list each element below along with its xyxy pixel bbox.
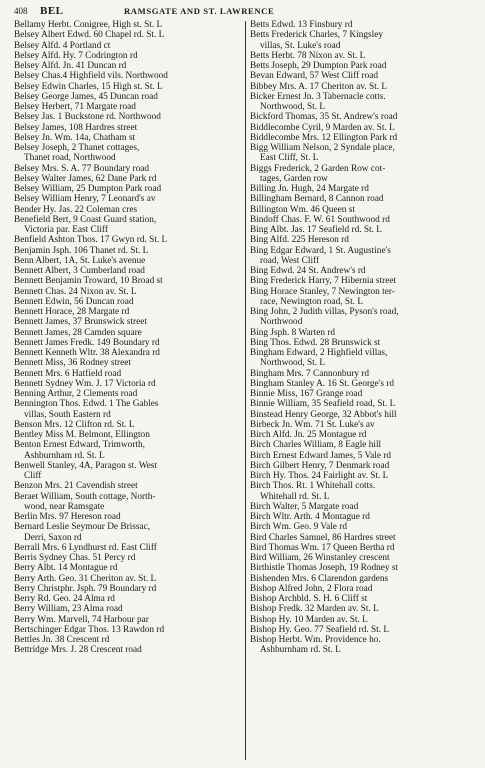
entry-line: Birthistle Thomas Joseph, 19 Rodney st	[250, 563, 399, 574]
directory-entry	[14, 399, 241, 420]
entry-continuation: Ashburnham rd. St. L	[260, 645, 341, 656]
directory-entry	[14, 20, 241, 30]
directory-entry	[250, 410, 477, 420]
directory-entry	[14, 553, 241, 563]
entry-line: Bentley Miss M. Belmont, Ellington	[14, 430, 150, 440]
entry-line: Belsey Herbert, 71 Margate road	[14, 102, 136, 112]
directory-entry	[14, 358, 241, 368]
entry-line: Bishop Hy. Geo. 77 Seafield rd. St. L	[250, 624, 390, 635]
directory-entry	[250, 604, 477, 614]
entry-line: Birch Gilbert Henry, 7 Denmark road	[250, 460, 390, 471]
entry-line: Benefield Bert, 9 Coast Guard station,	[14, 214, 157, 225]
entry-line: Bennett Horace, 28 Margate rd	[14, 307, 130, 317]
entry-line: Berlin Mrs. 97 Hereson road	[14, 512, 121, 522]
entry-continuation: Northwood	[260, 317, 303, 328]
page-header	[14, 6, 477, 20]
entry-line: Bishop Herbt. Wm. Providence ho.	[250, 635, 381, 645]
directory-entry	[14, 615, 241, 625]
directory-entry	[250, 184, 477, 194]
entry-line: Berris Sydney Chas. 51 Percy rd	[14, 553, 136, 563]
entry-continuation: Victoria par. East Cliff	[24, 225, 108, 235]
directory-entry	[14, 215, 241, 236]
entry-line: Bishenden Mrs. 6 Clarendon gardens	[250, 573, 389, 584]
directory-entry	[250, 287, 477, 308]
entry-line: Belsey William, 25 Dumpton Park road	[14, 184, 162, 194]
directory-entry	[250, 625, 477, 635]
directory-entry	[14, 635, 241, 645]
entry-line: Bird Charles Samuel, 86 Hardres street	[250, 532, 396, 543]
entry-line: Beraet William, South cottage, North-	[14, 491, 156, 502]
entry-continuation: wood, near Ramsgate	[24, 501, 105, 512]
directory-entry	[250, 92, 477, 113]
entry-line: Bettridge Mrs. J. 28 Crescent road	[14, 645, 142, 656]
directory-entry	[250, 379, 477, 389]
directory-entry	[250, 594, 477, 604]
directory-entry	[14, 430, 241, 440]
directory-entry	[250, 369, 477, 379]
entry-line: Benson Mrs. 12 Clifton rd. St. L	[14, 419, 135, 430]
directory-entry	[14, 307, 241, 317]
entry-line: Bishop Alfred John, 2 Flora road	[250, 583, 373, 594]
directory-entry	[250, 82, 477, 92]
directory-entry	[14, 266, 241, 276]
directory-entry	[250, 61, 477, 71]
entry-line: Berry Wm. Marvell, 74 Harbour par	[14, 614, 149, 625]
directory-entry	[250, 30, 477, 51]
entry-line: Benning Arthur, 2 Clements road	[14, 389, 138, 399]
entry-line: Belsey Alfd. Jn. 41 Duncan rd	[14, 61, 127, 71]
entry-line: Berry Rd. Geo. 24 Alma rd	[14, 594, 115, 604]
entry-line: Bennett James, 28 Camden square	[14, 327, 142, 338]
directory-entry	[250, 123, 477, 133]
entry-line: Berry Arth. Geo. 31 Cheriton av. St. L	[14, 573, 157, 584]
entry-line: Belsey Jas. 1 Buckstone rd. Northwood	[14, 112, 161, 123]
directory-entry	[250, 471, 477, 481]
directory-entry	[14, 584, 241, 594]
entry-continuation: Whitehall rd. St. L	[260, 491, 330, 502]
entry-line: Bingham Edward, 2 Highfield villas,	[250, 348, 388, 358]
entry-line: Belsey Edwin Charles, 15 High st. St. L	[14, 81, 163, 92]
directory-entry	[250, 112, 477, 122]
directory-entry	[14, 440, 241, 461]
entry-line: Benton Ernest Edward, Trimworth,	[14, 440, 145, 451]
directory-entry	[14, 338, 241, 348]
entry-line: Bennett Sydney Wm. J. 17 Victoria rd	[14, 378, 156, 389]
directory-entry	[14, 256, 241, 266]
entry-line: Belsey Mrs. S. A. 77 Boundary road	[14, 163, 150, 174]
directory-entry	[250, 574, 477, 584]
directory-entry	[14, 379, 241, 389]
entry-line: Bellamy Herbt. Conigree, High st. St. L	[14, 20, 163, 30]
page-title: RAMSGATE AND ST. LAWRENCE	[124, 6, 275, 16]
directory-entry	[250, 164, 477, 185]
entry-line: Bing Edwd. 24 St. Andrew's rd	[250, 266, 366, 276]
directory-entry	[14, 328, 241, 338]
directory-entry	[14, 389, 241, 399]
directory-entry	[250, 143, 477, 164]
directory-entry	[250, 553, 477, 563]
directory-entry	[250, 276, 477, 286]
entry-line: Bennett Kenneth Wltr. 38 Alexandra rd	[14, 348, 160, 358]
directory-entry	[14, 287, 241, 297]
directory-entry	[14, 420, 241, 430]
entry-continuation: East Cliff, St. L	[260, 153, 319, 164]
directory-entry	[250, 533, 477, 543]
entry-line: Bennett James Fredk. 149 Boundary rd	[14, 337, 160, 348]
directory-entry	[14, 246, 241, 256]
directory-entry	[250, 389, 477, 399]
entry-line: Bishop Archbld. S. H. 6 Cliff st	[250, 594, 368, 604]
directory-entry	[250, 71, 477, 81]
directory-entry	[250, 205, 477, 215]
entry-line: Bing Edgar Edward, 1 St. Augustine's	[250, 245, 391, 256]
directory-entry	[250, 502, 477, 512]
entry-continuation: race, Newington road, St. L	[260, 296, 364, 307]
entry-line: Betts Joseph, 29 Dumpton Park road	[250, 61, 387, 71]
entry-line: Billing Jn. Hugh, 24 Margate rd	[250, 184, 369, 194]
directory-entry	[14, 102, 241, 112]
directory-entry	[14, 594, 241, 604]
directory-entry	[14, 30, 241, 40]
entry-line: Belsey George James, 45 Duncan road	[14, 91, 158, 102]
entry-line: Bing Albt. Jas. 17 Seafield rd. St. L	[250, 225, 382, 235]
entry-line: Bing Jsph. 8 Warten rd	[250, 327, 336, 338]
directory-entry	[250, 451, 477, 461]
directory-entry	[14, 51, 241, 61]
entry-continuation: tages, Garden row	[260, 173, 328, 184]
directory-entry	[14, 184, 241, 194]
directory-entry	[14, 92, 241, 102]
directory-entry	[250, 615, 477, 625]
entry-line: Bickford Thomas, 35 St. Andrew's road	[250, 112, 398, 123]
entry-line: Bennett Albert, 3 Cumberland road	[14, 266, 145, 276]
entry-line: Bing John, 2 Judith villas, Pyson's road,	[250, 307, 399, 317]
entry-line: Birbeck Jn. Wm. 71 St. Luke's av	[250, 419, 375, 430]
left-column	[14, 20, 245, 760]
directory-entry	[250, 20, 477, 30]
entry-line: Bibbey Mrs. A. 17 Cheriton av. St. L	[250, 81, 388, 92]
directory-entry	[250, 635, 477, 656]
directory-entry	[14, 71, 241, 81]
entry-line: Belsey Joseph, 2 Thanet cottages,	[14, 143, 140, 153]
directory-entry	[14, 481, 241, 491]
entry-line: Billingham Bernard, 8 Cannon road	[250, 194, 384, 205]
directory-entry	[250, 266, 477, 276]
entry-continuation: villas, South Eastern rd	[24, 409, 111, 420]
entry-line: Belsey James, 108 Hardres street	[14, 122, 138, 133]
directory-entry	[250, 225, 477, 235]
directory-entry	[14, 133, 241, 143]
entry-line: Birch Alfd. Jn. 25 Montague rd	[250, 430, 367, 440]
entry-line: Benjamin Jsph. 106 Thanet rd. St. L	[14, 245, 149, 256]
directory-entry	[14, 348, 241, 358]
entry-continuation: Thanet road, Northwood	[24, 153, 116, 164]
entry-line: Betts Herbt. 78 Nixon av. St. L	[250, 50, 366, 61]
entry-line: Betts Edwd. 13 Finsbury rd	[250, 20, 353, 30]
directory-entry	[14, 297, 241, 307]
directory-entry	[250, 420, 477, 430]
directory-entry	[14, 143, 241, 164]
entry-line: Bertschinger Edgar Thos. 13 Rawdon rd	[14, 624, 165, 635]
directory-entry	[14, 164, 241, 174]
entry-line: Bennett James, 37 Brunswick street	[14, 317, 147, 328]
directory-entry	[14, 492, 241, 513]
entry-line: Birch Walter, 5 Margate road	[250, 501, 359, 512]
entry-line: Bing Thos. Edwd. 28 Brunswick st	[250, 337, 381, 348]
entry-line: Binstead Henry George, 32 Abbot's hill	[250, 409, 397, 420]
entry-continuation: road, West Cliff	[260, 255, 320, 266]
entry-line: Birch Wm. Geo. 9 Vale rd	[250, 522, 347, 533]
entry-line: Belsey Alfd. Hy. 7 Codrington rd	[14, 50, 138, 61]
directory-entry	[14, 522, 241, 543]
entry-continuation: Ashburnham rd. St. L	[24, 450, 105, 461]
directory-entry	[250, 481, 477, 502]
entry-line: Bennett Miss, 36 Rodney street	[14, 358, 131, 369]
directory-entry	[14, 369, 241, 379]
directory-entry	[250, 440, 477, 450]
directory-entry	[14, 461, 241, 482]
entry-line: Bing Frederick Harry, 7 Hibernia street	[250, 276, 397, 287]
directory-entry	[250, 328, 477, 338]
directory-entry	[250, 512, 477, 522]
entry-line: Benwell Stanley, 4A, Paragon st. West	[14, 460, 158, 471]
directory-entry	[14, 625, 241, 635]
entry-line: Bing Alfd. 225 Hereson rd	[250, 235, 349, 246]
directory-entry	[14, 61, 241, 71]
entry-line: Belsey Alfd. 4 Portland ct	[14, 40, 111, 51]
directory-entry	[14, 563, 241, 573]
entry-line: Birch Ernest Edward James, 5 Vale rd	[250, 450, 392, 461]
directory-entry	[14, 194, 241, 204]
entry-line: Biggs Frederick, 2 Garden Row cot-	[250, 163, 386, 174]
directory-entry	[250, 430, 477, 440]
directory-entry	[250, 194, 477, 204]
directory-entry	[14, 276, 241, 286]
entry-line: Bevan Edward, 57 West Cliff road	[250, 71, 379, 82]
directory-entry	[14, 543, 241, 553]
directory-entry	[250, 348, 477, 369]
entry-continuation: Cliff	[24, 471, 42, 481]
directory-entry	[14, 112, 241, 122]
entry-line: Billington Wm. 46 Queen st	[250, 204, 355, 215]
entry-continuation: Derri, Saxon rd	[24, 532, 82, 543]
entry-line: Berry Christphr. Jsph. 79 Boundary rd	[14, 583, 157, 594]
directory-entry	[14, 41, 241, 51]
directory-entry	[250, 338, 477, 348]
entry-line: Bennett Benjamin Troward, 10 Broad st	[14, 276, 163, 287]
directory-entry	[14, 645, 241, 655]
entry-line: Belsey William Henry, 7 Leonard's av	[14, 194, 156, 205]
directory-entry	[250, 584, 477, 594]
entry-line: Binnie Miss, 167 Grange road	[250, 389, 363, 399]
entry-line: Binnie William, 35 Seafield road, St. L	[250, 399, 396, 410]
entry-line: Bicker Ernest Jn. 3 Tabernacle cotts.	[250, 91, 386, 102]
directory-entry	[250, 522, 477, 532]
entry-line: Bender Hy. Jas. 22 Coleman cres	[14, 204, 138, 215]
entry-line: Birch Thos. Rt. 1 Whitehall cotts.	[250, 481, 376, 492]
directory-entry	[250, 51, 477, 61]
directory-entry	[250, 133, 477, 143]
directory-entry	[14, 574, 241, 584]
entry-line: Benfield Ashton Thos. 17 Gwyn rd. St. L	[14, 235, 168, 246]
entry-line: Berry William, 23 Alma road	[14, 604, 123, 615]
entry-line: Benn Albert, 1A, St. Luke's avenue	[14, 255, 146, 266]
directory-entry	[250, 399, 477, 409]
entry-line: Biddlecombe Mrs. 12 Ellington Park rd	[250, 132, 398, 143]
entry-line: Berry Albt. 14 Montague rd	[14, 563, 118, 574]
directory-entry	[250, 461, 477, 471]
entry-line: Belsey Jn. Wm. 14a, Chatham st	[14, 132, 136, 143]
directory-entry	[250, 235, 477, 245]
entry-line: Bishop Hy. 10 Marden av. St. L	[250, 614, 368, 625]
entry-continuation: Northwood, St. L	[260, 358, 326, 369]
entry-line: Betts Frederick Charles, 7 Kingsley	[250, 30, 383, 41]
entry-line: Belsey Albert Edwd. 60 Chapel rd. St. L	[14, 30, 165, 41]
entry-line: Birch Charles William, 8 Eagle hill	[250, 440, 382, 451]
directory-entry	[14, 174, 241, 184]
directory-entry	[250, 246, 477, 267]
page-number: 408	[14, 6, 28, 16]
entry-line: Berrall Mrs. 6 Lyndhurst rd. East Cliff	[14, 542, 157, 553]
directory-entry	[14, 82, 241, 92]
entry-line: Bennett Edwin, 56 Duncan road	[14, 296, 134, 307]
directory-entry	[250, 543, 477, 553]
directory-columns	[14, 20, 477, 760]
entry-line: Bishop Fredk. 32 Marden av. St. L	[250, 604, 379, 615]
directory-entry	[250, 563, 477, 573]
directory-entry	[14, 123, 241, 133]
entry-line: Bing Horace Stanley, 7 Newington ter-	[250, 286, 395, 297]
right-column	[246, 20, 477, 760]
entry-continuation: villas, St. Luke's road	[260, 40, 341, 51]
index-word: BEL	[40, 5, 64, 17]
entry-line: Benzon Mrs. 21 Cavendish street	[14, 481, 138, 492]
directory-entry	[14, 604, 241, 614]
entry-line: Bird William, 26 Winstanley crescent	[250, 553, 390, 563]
entry-line: Belsey Chas.4 Highfield vils. Northwood	[14, 71, 168, 82]
directory-entry	[250, 215, 477, 225]
entry-line: Birch Wltr. Arth. 4 Montague rd	[250, 512, 370, 522]
entry-line: Bird Thomas Wm. 17 Queen Bertha rd	[250, 542, 395, 553]
entry-line: Bigg William Nelson, 2 Syndale place,	[250, 143, 395, 153]
entry-line: Bettles Jn. 38 Crescent rd	[14, 635, 110, 645]
entry-line: Bennett Mrs. 6 Hatfield road	[14, 368, 122, 379]
directory-entry	[14, 235, 241, 245]
entry-line: Birch Hy. Thos. 24 Fairlight av. St. L	[250, 471, 389, 481]
directory-entry	[14, 317, 241, 327]
entry-continuation: Northwood, St. L	[260, 102, 326, 112]
entry-line: Bingham Stanley A. 16 St. George's rd	[250, 378, 395, 389]
directory-entry	[14, 205, 241, 215]
entry-line: Bindoff Chas. F. W. 61 Southwood rd	[250, 214, 390, 225]
directory-entry	[250, 307, 477, 328]
entry-line: Belsey Walter James, 62 Dane Park rd	[14, 173, 157, 184]
entry-line: Bingham Mrs. 7 Cannonbury rd	[250, 368, 370, 379]
entry-line: Bernard Leslie Seymour De Brissac,	[14, 522, 151, 533]
entry-line: Biddlecombe Cyril, 9 Marden av. St. L	[250, 122, 395, 133]
entry-line: Bennett Chas. 24 Nixon av. St. L	[14, 286, 137, 297]
directory-entry	[14, 512, 241, 522]
entry-line: Bennington Thos. Edwd. 1 The Gables	[14, 399, 159, 410]
